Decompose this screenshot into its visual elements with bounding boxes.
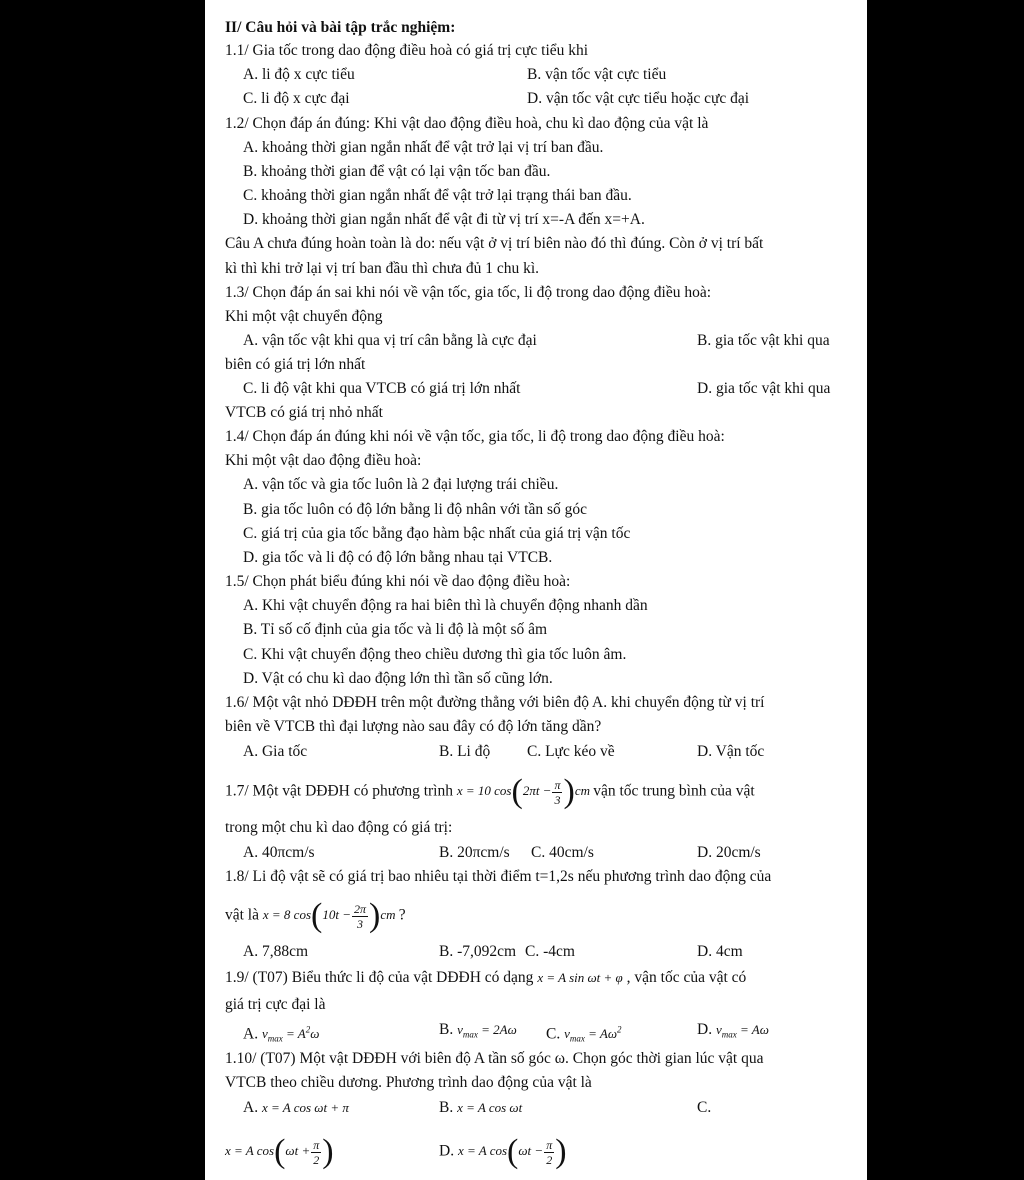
q8-option-a: A. 7,88cm — [243, 943, 309, 960]
q2-note-line1: Câu A chưa đúng hoàn toàn là do: nếu vật ở vị trí biên nào đó thì đúng. Còn ở vị trí bất — [225, 235, 764, 252]
q6-option-d: D. Vận tốc — [697, 743, 765, 760]
q7-stem-post: vận tốc trung bình của vật — [593, 782, 755, 800]
q2-option-c: C. khoảng thời gian ngắn nhất để vật trở lại trạng thái ban đầu. — [243, 187, 632, 204]
q7-stem-pre: 1.7/ Một vật DĐĐH có phương trình — [225, 782, 453, 800]
q1-option-d: D. vận tốc vật cực tiểu hoặc cực đại — [527, 90, 750, 107]
q6-option-c: C. Lực kéo về — [527, 743, 615, 760]
q2-option-d: D. khoảng thời gian ngắn nhất để vật đi từ vị trí x=-A đến x=+A. — [243, 211, 645, 228]
q7-stem-line2: trong một chu kì dao động có giá trị: — [225, 819, 453, 836]
q5-option-d: D. Vật có chu kì dao động lớn thì tần số cũng lớn. — [243, 670, 553, 687]
q5-option-b: B. Tỉ số cố định của gia tốc và li độ là một số âm — [243, 621, 548, 638]
q9-option-c: C. $v_{max} = A\omega^2$ — [546, 1025, 622, 1044]
q9-option-d: D. $v_{max} = A\omega$ — [697, 1021, 769, 1040]
q4-stem: 1.4/ Chọn đáp án đúng khi nói về vận tốc, gia tốc, li độ trong dao động điều hoà: — [225, 428, 725, 445]
q6-option-a: A. Gia tốc — [243, 743, 308, 760]
q9-stem-line2: giá trị cực đại là — [225, 996, 326, 1013]
q2-option-a: A. khoảng thời gian ngắn nhất để vật trở lại vị trí ban đầu. — [243, 139, 604, 156]
q4-option-b: B. gia tốc luôn có độ lớn bằng li độ nhân với tần số góc — [243, 501, 587, 518]
q4-option-c: C. giá trị của gia tốc bằng đạo hàm bậc nhất của giá trị vận tốc — [243, 525, 631, 542]
q8-stem-line2: vật là x = 8 cos(10t − $\frac{2\pi}{3}$ )cm ? — [225, 897, 406, 935]
q1-option-c: C. li độ x cực đại — [243, 90, 350, 107]
q1-stem: 1.1/ Gia tốc trong dao động điều hoà có giá trị cực tiểu khi — [225, 42, 589, 59]
q10-option-b: B. x = A cos ωt — [439, 1099, 523, 1116]
q3-option-b-cont: biên có giá trị lớn nhất — [225, 356, 366, 373]
q5-option-c: C. Khi vật chuyển động theo chiều dương thì gia tốc luôn âm. — [243, 646, 627, 663]
q5-option-a: A. Khi vật chuyển động ra hai biên thì là chuyển động nhanh dần — [243, 597, 648, 614]
q4-option-d: D. gia tốc và li độ có độ lớn bằng nhau tại VTCB. — [243, 549, 553, 566]
q7-equation: x = 10 cos(2πt − $\frac{\pi}{3}$ )cm — [456, 773, 590, 811]
q8-stem: 1.8/ Li độ vật sẽ có giá trị bao nhiêu tại thời điểm t=1,2s nếu phương trình dao động của — [225, 868, 772, 885]
q10-stem-line2: VTCB theo chiều dương. Phương trình dao động của vật là — [225, 1074, 592, 1091]
q9-equation: x = A sin ωt + φ — [537, 970, 623, 985]
section-heading: II/ Câu hỏi và bài tập trắc nghiệm: — [225, 19, 456, 36]
q4-option-a: A. vận tốc và gia tốc luôn là 2 đại lượng trái chiều. — [243, 476, 559, 493]
q3-stem-line2: Khi một vật chuyển động — [225, 308, 383, 325]
q3-option-d: D. gia tốc vật khi qua — [697, 380, 831, 397]
q10-option-a: A. x = A cos ωt + π — [243, 1099, 349, 1116]
q2-stem: 1.2/ Chọn đáp án đúng: Khi vật dao động điều hoà, chu kì dao động của vật là — [225, 115, 709, 132]
q7-option-c: C. 40cm/s — [531, 844, 594, 861]
q3-stem: 1.3/ Chọn đáp án sai khi nói về vận tốc, gia tốc, li độ trong dao động điều hoà: — [225, 284, 712, 301]
q6-stem-line2: biên về VTCB thì đại lượng nào sau đây có độ lớn tăng dần? — [225, 718, 602, 735]
q1-option-a: A. li độ x cực tiểu — [243, 66, 355, 83]
q6-option-b: B. Li độ — [439, 743, 491, 760]
q8-option-d: D. 4cm — [697, 943, 743, 960]
q10-option-c: x = A cos(ωt + $\frac{\pi}{2}$ ) — [225, 1133, 334, 1171]
q10-option-d: D. x = A cos(ωt − $\frac{\pi}{2}$ ) — [439, 1133, 567, 1171]
q3-option-c: C. li độ vật khi qua VTCB có giá trị lớn nhất — [243, 380, 521, 397]
q8-equation: x = 8 cos(10t − $\frac{2\pi}{3}$ )cm — [262, 897, 396, 935]
q7-option-a: A. 40πcm/s — [243, 844, 315, 861]
q1-option-b: B. vận tốc vật cực tiểu — [527, 66, 667, 83]
q6-stem: 1.6/ Một vật nhỏ DĐĐH trên một đường thẳng với biên độ A. khi chuyển động từ vị trí — [225, 694, 765, 711]
q7-option-b: B. 20πcm/s — [439, 844, 510, 861]
q9-option-a: A. $v_{max} = A^2\omega$ — [243, 1025, 320, 1044]
q8-option-c: C. -4cm — [525, 943, 575, 960]
q5-stem: 1.5/ Chọn phát biểu đúng khi nói về dao động điều hoà: — [225, 573, 571, 590]
q9-stem: 1.9/ (T07) Biểu thức li độ của vật DĐĐH có dạng x = A sin ωt + φ , vận tốc của vật có — [225, 969, 747, 986]
q3-option-a: A. vận tốc vật khi qua vị trí cân bằng là cực đại — [243, 332, 537, 349]
q2-option-b: B. khoảng thời gian để vật có lại vận tốc ban đầu. — [243, 163, 551, 180]
q4-stem-line2: Khi một vật dao động điều hoà: — [225, 452, 422, 469]
q10-stem: 1.10/ (T07) Một vật DĐĐH với biên độ A tần số góc ω. Chọn góc thời gian lúc vật qua — [225, 1050, 764, 1067]
q7-option-d: D. 20cm/s — [697, 844, 761, 861]
q7-stem — [225, 773, 755, 811]
q3-option-b: B. gia tốc vật khi qua — [697, 332, 830, 349]
q3-option-d-cont: VTCB có giá trị nhỏ nhất — [225, 404, 383, 421]
document-page — [205, 0, 867, 1180]
q9-option-b: B. $v_{max} = 2A\omega$ — [439, 1021, 517, 1040]
q8-option-b: B. -7,092cm — [439, 943, 517, 960]
q10-option-c-label: C. — [697, 1099, 712, 1116]
q2-note-line2: kì thì khi trở lại vị trí ban đầu thì chưa đủ 1 chu kì. — [225, 260, 540, 277]
